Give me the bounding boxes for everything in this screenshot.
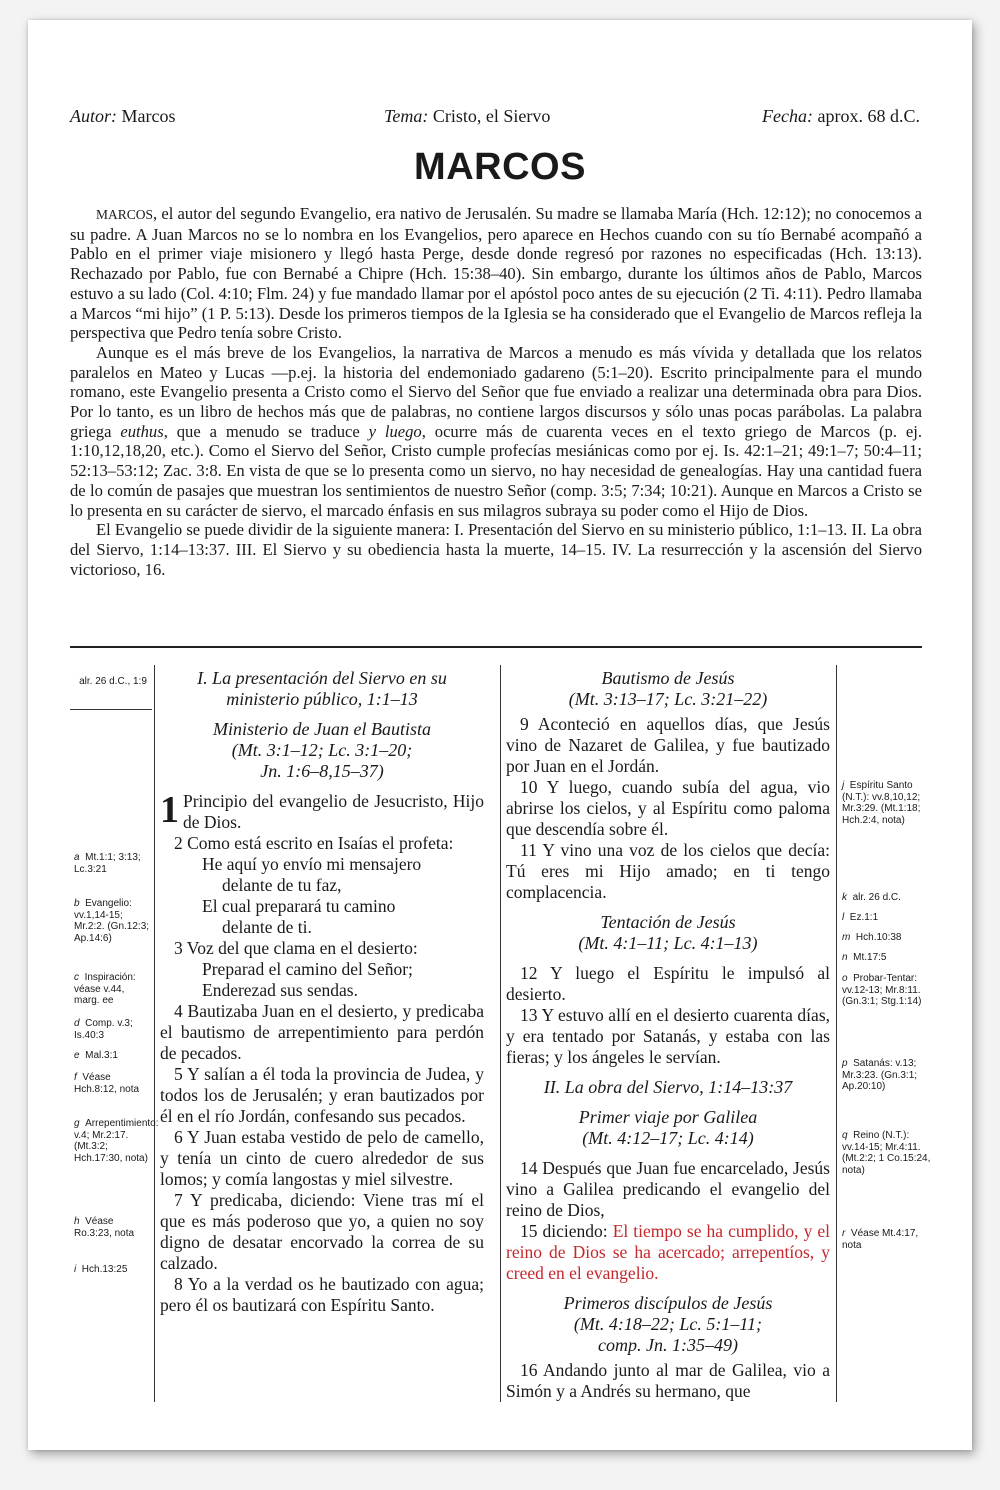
section-divider (70, 646, 922, 648)
verse-13: 13 Y estuvo allí en el desierto cuarenta días, y era tentado por Satanás, y estaba con las fieras; y los ángeles le servían. (506, 1005, 830, 1067)
xref-k: k alr. 26 d.C. (842, 892, 901, 903)
verse-10: 10 Y luego, cuando subía del agua, vio abrirse los cielos, y al Espíritu como paloma que descendía sobre él. (506, 777, 830, 839)
date-value: aprox. 68 d.C. (817, 106, 920, 126)
heading-bautismo-refs: (Mt. 3:13–17; Lc. 3:21–22) (568, 689, 768, 709)
margin-date-rule (70, 709, 152, 710)
xref-p: p Satanás: v.13; Mr.3:23. (Gn.3:1; Ap.20:10) (842, 1058, 918, 1092)
theme-label: Tema: (384, 106, 429, 126)
verse-2-poem-line-4: delante de ti. (222, 917, 312, 937)
verse-2-poem-line-3: El cual preparará tu camino (202, 896, 396, 916)
verse-3-line-3: Enderezad sus sendas. (202, 980, 358, 1000)
date-meta (762, 106, 920, 127)
verse-15: 15 diciendo: El tiempo se ha cumplido, y el reino de Dios se ha acercado; arrepentíos, y creed en el evangelio. (506, 1221, 830, 1283)
xref-c: c Inspiración: véase v.44, marg. ee (74, 972, 136, 1006)
section-heading-1: I. La presentación del Siervo en su ministerio público, 1:1–13 (197, 668, 447, 709)
intro-text-2a: Aunque es el más breve de los Evangelios, la narrativa de Marcos a menudo es más vívida y detallada que los relatos paralelos en Mateo y Lucas —p.ej. la historia del endemoniado gadareno (5:1–20). Escrito principalmente para el mundo romano, este Evangelio presenta a Cristo como el Siervo del Señor que fue enviado a realizar una determinada obra para Dios. Por lo tanto, es un libro de hechos más que de palabras, no contiene largos discursos y sólo unas pocas parábolas. La palabra griega (70, 342, 922, 441)
verse-16: 16 Andando junto al mar de Galilea, vio a Simón y a Andrés su hermano, que (506, 1360, 830, 1401)
introduction (70, 204, 922, 579)
xref-l: l Ez.1:1 (842, 912, 879, 923)
theme-value: Cristo, el Siervo (432, 106, 551, 126)
xref-a: a Mt.1:1; 3:13; Lc.3:21 (74, 852, 141, 875)
text-column-1 (160, 668, 484, 1316)
xref-r: r Véase Mt.4:17, nota (842, 1228, 919, 1251)
xref-g: g Arrepentimiento: v.4; Mr.2:17. (Mt.3:2; Hch.17:30, nota) (74, 1118, 159, 1164)
verse-7: 7 Y predicaba, diciendo: Viene tras mí el que es más poderoso que yo, a quien no soy digno de desatar encorvado la correa de su calzado. (160, 1190, 484, 1273)
verse-2-poem-line-2: delante de tu faz, (222, 875, 342, 895)
xref-b: b Evangelio: vv.1,14-15; Mr.2:2. (Gn.12:3; Ap.14:6) (74, 898, 150, 944)
intro-text-2b: , que a menudo se traduce (163, 421, 369, 441)
intro-y-luego: y luego (368, 421, 422, 441)
theme-meta (384, 106, 550, 127)
heading-tentacion-refs: (Mt. 4:1–11; Lc. 4:1–13) (578, 933, 758, 953)
text-column-2 (506, 668, 830, 1402)
xref-o: o Probar-Tentar: vv.12-13; Mr.8:11. (Gn.3:1; Stg.1:14) (842, 973, 922, 1007)
xref-q: q Reino (N.T.): vv.14-15; Mr.4:11. (Mt.2:2; 1 Co.15:24, nota) (842, 1130, 931, 1176)
verse-6: 6 Y Juan estaba vestido de pelo de camello, y tenía un cinto de cuero alrededor de sus lomos; y comía langostas y miel silvestre. (160, 1127, 484, 1189)
chapter-number: 1 (160, 789, 179, 831)
subheading-juan-refs-1: (Mt. 3:1–12; Lc. 3:1–20; (231, 740, 413, 760)
heading-discipulos-refs-1: (Mt. 4:18–22; Lc. 5:1–11; (573, 1314, 763, 1334)
intro-text-2c: , ocurre más de cuarenta veces en el texto griego de Marcos (p. ej. 1:10,12,18,20, etc.). Como el Siervo del Señor, Cristo cumple profecías mesiánicas como por ej. Is. 42:1–21; 49:1–7; 50:4–11; 52:13–53:12; Zac. 3:8. En vista de que se lo presenta como un siervo, no hay necesidad de genealogías. Hay una cantidad fuera de lo común de pasajes que muestran los sentimientos de nuestro Señor (comp. 3:5; 7:34; 10:21). Aunque en Marcos a Cristo se lo presenta en su carácter de siervo, el marcado énfasis en sus milagros subraya su poder como el Hijo de Dios. (70, 421, 922, 520)
intro-paragraph-1 (70, 204, 922, 343)
author-label: Autor: (70, 106, 117, 126)
subheading-juan-refs-2: Jn. 1:6–8,15–37) (260, 761, 384, 781)
intro-euthus: euthus (120, 421, 164, 441)
verse-9: 9 Aconteció en aquellos días, que Jesús vino de Nazaret de Galilea, y fue bautizado por Juan en el Jordán. (506, 714, 830, 776)
xref-i: i Hch.13:25 (74, 1264, 128, 1275)
heading-discipulos: Primeros discípulos de Jesús (563, 1293, 773, 1313)
xref-n: n Mt.17:5 (842, 952, 887, 963)
verse-1: 1 Principio del evangelio de Jesucristo, Hijo de Dios. (160, 789, 484, 832)
bible-page (28, 20, 972, 1450)
date-label: Fecha: (762, 106, 813, 126)
subheading-juan: Ministerio de Juan el Bautista (213, 719, 431, 739)
verse-14: 14 Después que Juan fue encarcelado, Jesús vino a Galilea predicando el evangelio del reino de Dios, (506, 1158, 830, 1220)
xref-j: j Espíritu Santo (N.T.): vv.8,10,12; Mr.3:29. (Mt.1:18; Hch.2:4, nota) (842, 780, 921, 826)
intro-paragraph-2 (70, 343, 922, 520)
xref-d: d Comp. v.3; Is.40:3 (74, 1018, 133, 1041)
heading-bautismo: Bautismo de Jesús (601, 668, 735, 688)
heading-tentacion: Tentación de Jesús (600, 912, 736, 932)
verse-4: 4 Bautizaba Juan en el desierto, y predicaba el bautismo de arrepentimiento para perdón de pecados. (160, 1001, 484, 1063)
column-rule-3 (836, 665, 837, 1402)
verse-3-line-2: Preparad el camino del Señor; (202, 959, 413, 979)
intro-text-1: , el autor del segundo Evangelio, era nativo de Jerusalén. Su madre se llamaba María (Hch. 12:12); no conocemos a su padre. A Juan Marcos no se lo nombra en los Evangelios, pero aparece en Hechos cuando con su tío Bernabé acompañó a Pablo en el primer viaje misionero y llegó hasta Perge, desde donde regresó por razones no especificadas (Hch. 13:13). Rechazado por Pablo, fue con Bernabé a Chipre (Hch. 15:38–40). Sin embargo, durante los últimos años de Pablo, Marcos estuvo a su lado (Col. 4:10; Flm. 24) y fue mandado llamar por el apóstol poco antes de su ejecución (2 Ti. 4:11). Pedro llamaba a Marcos “mi hijo” (1 P. 5:13). Desde los primeros tiempos de la Iglesia se ha considerado que el Evangelio de Marcos refleja la perspectiva que Pedro tenía sobre Cristo. (70, 204, 923, 343)
column-rule-2 (500, 665, 501, 1402)
margin-date-note: alr. 26 d.C., 1:9 (79, 676, 147, 687)
book-title: MARCOS (414, 146, 586, 188)
xref-m: m Hch.10:38 (842, 932, 902, 943)
heading-galilea-refs: (Mt. 4:12–17; Lc. 4:14) (582, 1128, 754, 1148)
author-value: Marcos (121, 106, 176, 126)
column-rule-1 (154, 665, 155, 1402)
verse-3-line-1: 3 Voz del que clama en el desierto: (174, 938, 418, 958)
heading-discipulos-refs-2: comp. Jn. 1:35–49) (598, 1335, 738, 1355)
heading-galilea: Primer viaje por Galilea (578, 1107, 758, 1127)
author-meta (70, 106, 175, 127)
verse-12: 12 Y luego el Espíritu le impulsó al desierto. (506, 963, 830, 1004)
words-of-jesus: El tiempo se ha cumplido, y el reino de Dios se ha acercado; arrepentíos, y creed en el evangelio. (506, 1221, 830, 1283)
xref-f: f Véase Hch.8:12, nota (74, 1072, 140, 1095)
verse-2-poem-line-1: He aquí yo envío mi mensajero (202, 854, 422, 874)
verse-2: 2 Como está escrito en Isaías el profeta: (174, 833, 454, 853)
verse-5: 5 Y salían a él toda la provincia de Judea, y todos los de Jerusalén; y eran bautizados por él en el río Jordán, confesando sus pecados. (160, 1064, 484, 1126)
verse-11: 11 Y vino una voz de los cielos que decía: Tú eres mi Hijo amado; en ti tengo complacencia. (506, 840, 830, 902)
xref-h: h Véase Ro.3:23, nota (74, 1216, 135, 1239)
intro-lead: MARCOS (96, 207, 154, 222)
intro-paragraph-3: El Evangelio se puede dividir de la siguiente manera: I. Presentación del Siervo en su ministerio público, 1:1–13. II. La obra del Siervo, 1:14–13:37. III. El Siervo y su obediencia hasta la muerte, 14–15. IV. La resurrección y la ascensión del Siervo victorioso, 16. (70, 520, 922, 579)
section-heading-2: II. La obra del Siervo, 1:14–13:37 (543, 1077, 793, 1097)
xref-e: e Mal.3:1 (74, 1050, 118, 1061)
verse-8: 8 Yo a la verdad os he bautizado con agua; pero él os bautizará con Espíritu Santo. (160, 1274, 484, 1315)
